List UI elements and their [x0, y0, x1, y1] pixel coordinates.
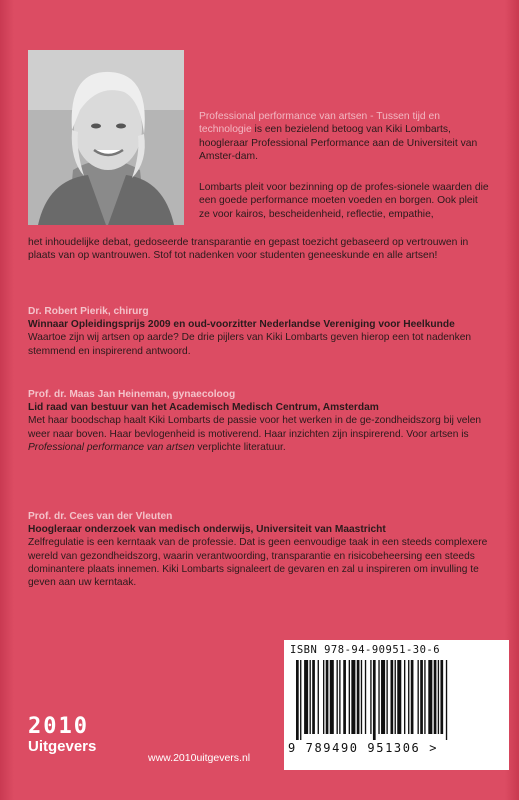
author-photo [28, 50, 184, 225]
endorsement-quote: Waartoe zijn wij artsen op aarde? De drie pijlers van Kiki Lombarts geven hierop een tot nadenken stemmend en inspirerend antwoord. [28, 332, 472, 357]
intro-paragraph [199, 110, 484, 164]
barcode-bar [310, 660, 311, 734]
publisher-logo [28, 716, 96, 756]
endorsement-1 [28, 305, 498, 358]
barcode-bar [381, 660, 385, 734]
barcode-bar [343, 660, 346, 734]
barcode-bar [408, 660, 409, 734]
barcode-bar [428, 660, 432, 734]
intro-paragraph-2: Lombarts pleit voor bezinning op de profes-sionele waarden die een goede performance moeten voeden en borgen. Ook pleit ze voor kairos, bescheidenheid, reflectie, empathie, [199, 182, 489, 220]
endorsement-quote [28, 414, 498, 454]
endorsement-3 [28, 510, 498, 589]
barcode-bars [292, 660, 492, 740]
barcode-bar [404, 660, 405, 734]
intro-paragraph-2-continued: het inhoudelijke debat, gedoseerde transparantie en gepast toezicht gebaseerd op vertrouwen in plaats van op wantrouwen. Stof tot nadenken voor studenten geneeskunde en alle artsen! [28, 237, 469, 262]
isbn-label: ISBN 978-94-90951-30-6 [290, 644, 441, 656]
barcode-bar [373, 660, 376, 740]
barcode-bar [312, 660, 315, 734]
barcode-bar [397, 660, 401, 734]
barcode-bar [365, 660, 366, 734]
barcode-bar [323, 660, 324, 734]
endorser-name: Prof. dr. Maas Jan Heineman, gynaecoloog [28, 389, 236, 400]
barcode-bar [434, 660, 437, 734]
barcode-bar [420, 660, 423, 734]
barcode-bar [440, 660, 443, 734]
barcode-bar [378, 660, 379, 734]
barcode-bar [300, 660, 301, 740]
barcode-bar [418, 660, 419, 734]
barcode-bar [296, 660, 299, 740]
quote-end: verplichte literatuur. [194, 441, 286, 453]
endorser-role: Winnaar Opleidingsprijs 2009 en oud-voorzitter Nederlandse Vereniging voor Heelkunde [28, 319, 455, 331]
barcode-bar [304, 660, 308, 734]
barcode-bar [330, 660, 334, 734]
barcode-bar [318, 660, 319, 734]
barcode-bar [391, 660, 394, 734]
barcode-bar [351, 660, 355, 734]
barcode-bar [326, 660, 329, 734]
barcode-bar [386, 660, 387, 734]
barcode-bar [339, 660, 340, 734]
endorser-role: Hoogleraar onderzoek van medisch onderwijs, Universiteit van Maastricht [28, 524, 386, 536]
barcode-bar [411, 660, 414, 734]
barcode-bar [349, 660, 350, 734]
logo-name: Uitgevers [28, 738, 97, 755]
endorser-role: Lid raad van bestuur van het Academisch Medisch Centrum, Amsterdam [28, 402, 379, 414]
barcode-bar [424, 660, 425, 734]
endorser-name: Dr. Robert Pierik, chirurg [28, 306, 149, 317]
barcode-bar [370, 660, 371, 734]
barcode-bar [438, 660, 439, 734]
endorsement-quote: Zelfregulatie is een kerntaak van de professie. Dat is geen eenvoudige taak in een steeds complexere wereld van gezondheidszorg, waarin verantwoording, transparantie en risicobeheersing een steeds dominantere plaats innemen. Kiki Lombarts signaleert de gevaren en zal u inspireren om invulling te geven aan uw kerntaak. [28, 537, 488, 589]
book-title-highlight: Professional performance van artsen - Tussen tijd en technologie [199, 111, 440, 136]
publisher-url: www.2010uitgevers.nl [148, 752, 251, 764]
quote-book-title: Professional performance van artsen [28, 441, 195, 453]
endorsement-2 [28, 388, 498, 454]
barcode-bar [361, 660, 362, 734]
barcode-bar [337, 660, 338, 734]
intro-text: is een bezielend betoog van Kiki Lombarts, hoogleraar Professional Performance aan de Universiteit van Amster-dam. [199, 124, 478, 163]
logo-number: 2010 [28, 714, 89, 739]
isbn-barcode [284, 640, 509, 770]
barcode-bar [395, 660, 396, 734]
endorser-name: Prof. dr. Cees van der Vleuten [28, 511, 173, 522]
barcode-digits: 9 789490 951306 > [288, 741, 439, 755]
barcode-bar [357, 660, 360, 734]
quote-start: Met haar boodschap haalt Kiki Lombarts de passie voor het werken in de ge-zondheidszorg bij velen weer naar boven. Haar bevlogenheid is motiverend. Haar inzichten zijn inspirerend. Voor artsen is [28, 415, 482, 440]
barcode-bar [446, 660, 447, 740]
